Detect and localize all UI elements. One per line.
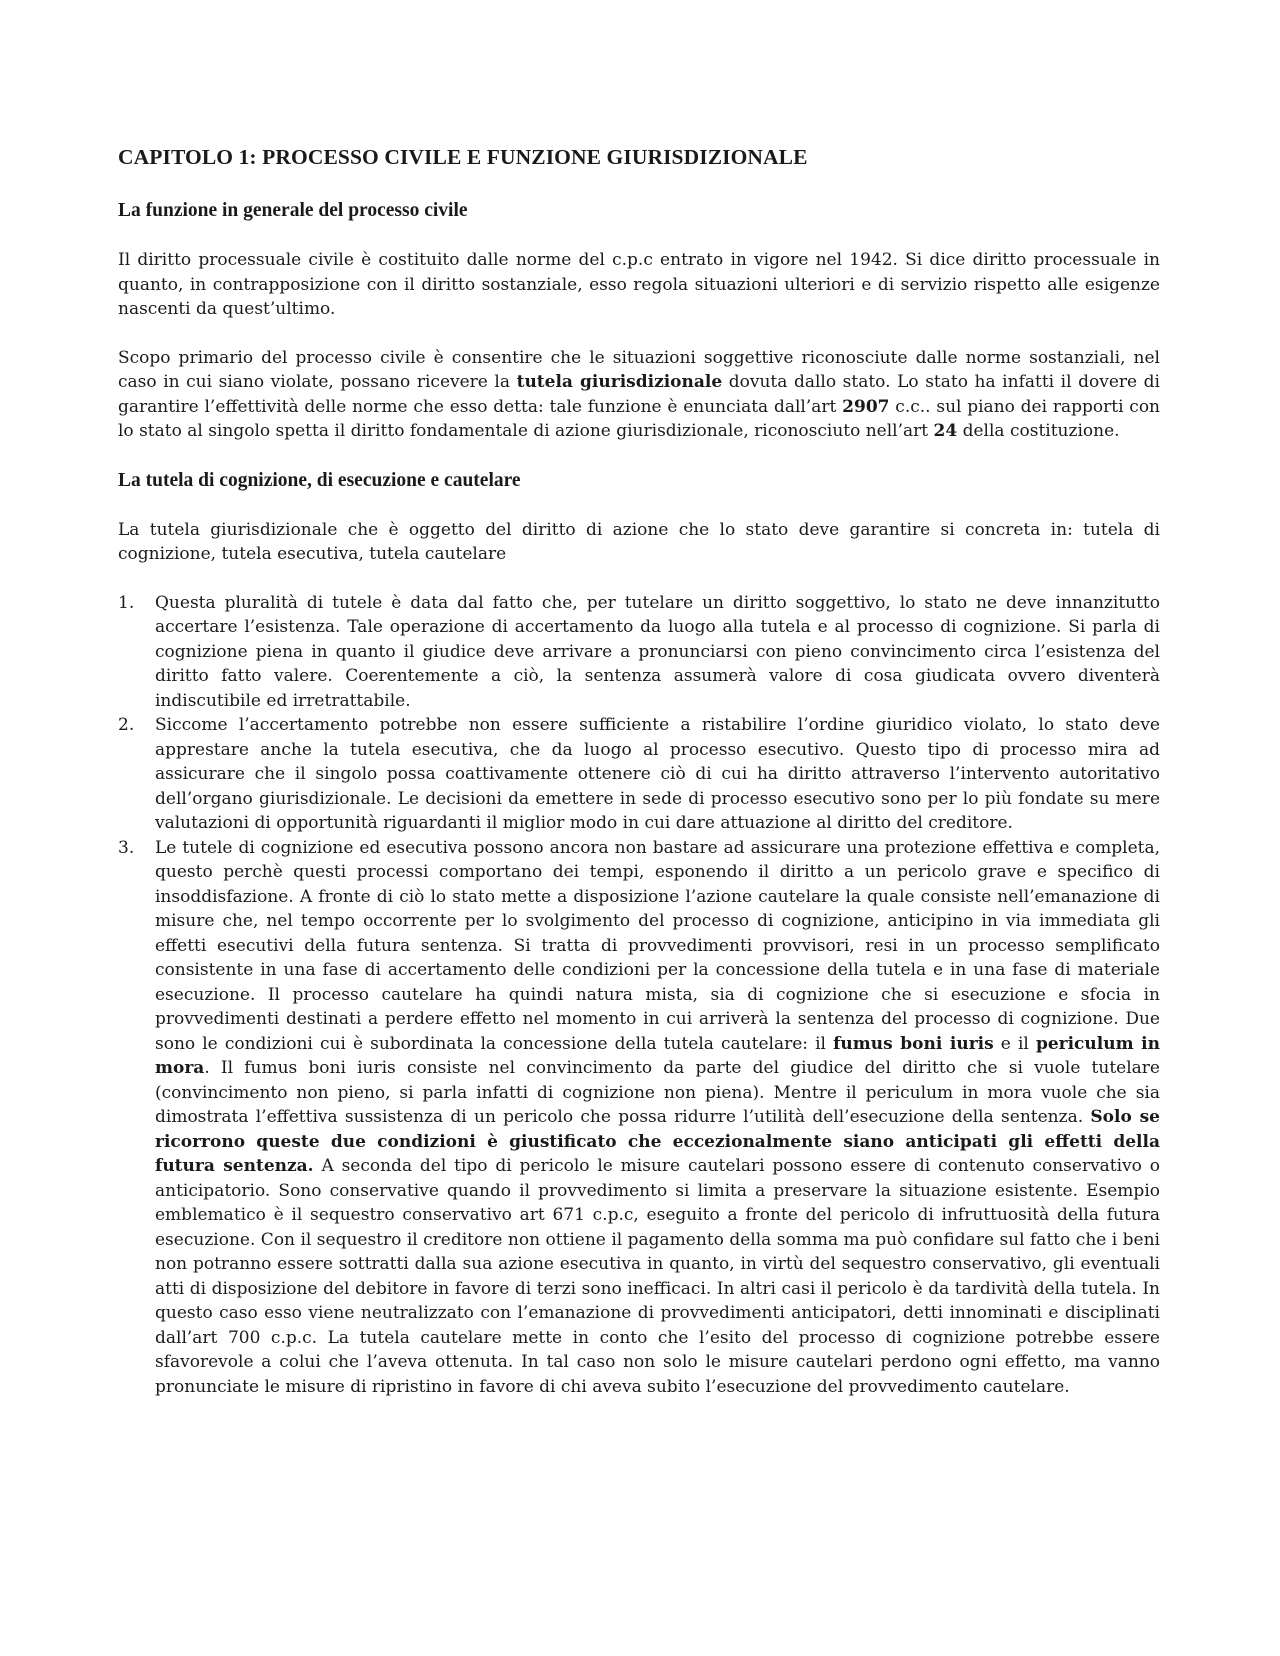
list-number: 2. [118, 715, 135, 735]
paragraph-diritto-processuale: Il diritto processuale civile è costituito dalle norme del c.p.c entrato in vigore nel 1942. Si dice diritto processuale in quanto, in contrapposizione con il diritto sostanziale, esso regola situazioni ulteriori e di servizio rispetto alle esigenze nascenti da quest’ultimo. [118, 250, 1160, 319]
text-run: dovuta dallo stato. Lo stato ha infatti il dovere di garantire l’effettività delle norme che esso detta: tale funzione è enunciata dall’art [118, 372, 1160, 417]
list-number: 1. [118, 592, 135, 613]
list-number: 3. [118, 837, 135, 858]
list-item [118, 591, 1160, 714]
text-run: Le tutele di cognizione ed esecutiva possono ancora non bastare ad assicurare una protezione effettiva e completa, questo perchè questi processi comportano dei tempi, esponendo il diritto a un pericolo grave e specifico di insoddisfazione. A fronte di ciò lo stato mette a disposizione l’azione cautelare la quale consiste nell’emanazione di misure che, nel tempo occorrente per lo svolgimento del processo di cognizione, anticipino in via immediata gli effetti esecutivi della futura sentenza. Si tratta di provvedimenti provvisori, resi in un processo semplificato consistente in una fase di accertamento delle condizioni per la concessione della tutela e in una fase di materiale esecuzione. Il processo cautelare ha quindi natura mista, sia di cognizione che si esecuzione e sfocia in provvedimenti destinati a perdere effetto nel momento in cui arriverà la sentenza del processo di cognizione. Due sono le condizioni cui è subordinata la concessione della tutela cautelare: il [155, 837, 1160, 1054]
document-page [118, 142, 1160, 1399]
list-item [118, 836, 1160, 1400]
text-run: c.c.. sul piano dei rapporti con lo stato al singolo spetta il diritto fondamentale di azione giurisdizionale, riconosciuto nell’art [118, 396, 1160, 441]
list-item-text: Questa pluralità di tutele è data dal fatto che, per tutelare un diritto soggettivo, lo stato ne deve innanzitutto accertare l’esistenza. Tale operazione di accertamento da luogo alla tutela e al processo di cognizione. Si parla di cognizione piena in quanto il giudice deve arrivare a pronunciarsi con pieno convincimento circa l’esistenza del diritto fatto valere. Coerentemente a ciò, la sentenza assumerà valore di cosa giudicata ovvero diventerà indiscutibile ed irretrattabile. [155, 592, 1160, 711]
list-item [118, 713, 1160, 836]
bold-sentence: Solo se ricorrono queste due condizioni è giustificato che eccezionalmente siano anticipati gli effetti della futura sentenza. [155, 1107, 1160, 1176]
bold-term: periculum in mora [155, 1033, 1160, 1078]
chapter-title: CAPITOLO 1: PROCESSO CIVILE E FUNZIONE GIURISDIZIONALE [118, 145, 808, 169]
section-title-funzione: La funzione in generale del processo civile [118, 200, 468, 221]
text-run: . Il fumus boni iuris consiste nel convincimento da parte del giudice del diritto che si vuole tutelare (convincimento non pieno, si parla infatti di cognizione non piena). Mentre il periculum in mora vuole che sia dimostrata l’effettiva sussistenza di un pericolo che possa ridurre l’utilità dell’esecuzione della sentenza. [155, 1058, 1160, 1127]
text-run: della costituzione. [957, 421, 1120, 441]
paragraph-tutela-giurisdizionale: La tutela giurisdizionale che è oggetto del diritto di azione che lo stato deve garantire si concreta in: tutela di cognizione, tutela esecutiva, tutela cautelare [118, 519, 1160, 564]
numbered-list [118, 591, 1160, 1400]
bold-article-number: 24 [933, 421, 958, 441]
list-item-text: Siccome l’accertamento potrebbe non essere sufficiente a ristabilire l’ordine giuridico violato, lo stato deve apprestare anche la tutela esecutiva, che da luogo al processo esecutivo. Questo tipo di processo mira ad assicurare che il singolo possa coattivamente ottenere ciò di cui ha diritto attraverso l’intervento autoritativo dell’organo giurisdizionale. Le decisioni da emettere in sede di processo esecutivo sono per lo più fondate su mere valutazioni di opportunità riguardanti il miglior modo in cui dare attuazione al diritto del creditore. [155, 715, 1160, 833]
paragraph-scopo-primario [118, 346, 1160, 444]
text-run: Scopo primario del processo civile è consentire che le situazioni soggettive riconosciute dalle norme sostanziali, nel caso in cui siano violate, possano ricevere la [118, 347, 1160, 392]
bold-term: fumus boni iuris [833, 1033, 994, 1054]
text-run: A seconda del tipo di pericolo le misure cautelari possono essere di contenuto conservativo o anticipatorio. Sono conservative quando il provvedimento si limita a preservare la situazione esistente. Esempio emblematico è il sequestro conservativo art 671 c.p.c, eseguito a fronte del pericolo di infruttuosità della futura esecuzione. Con il sequestro il creditore non ottiene il pagamento della somma ma può confidare sul fatto che i beni non potranno essere sottratti dalla sua azione esecutiva in quanto, in virtù del sequestro conservativo, gli eventuali atti di disposizione del debitore in favore di terzi sono inefficaci. In altri casi il pericolo è da tardività della tutela. In questo caso esso viene neutralizzato con l’emanazione di provvedimenti anticipatori, detti innominati e disciplinati dall’art 700 c.p.c. La tutela cautelare mette in conto che l’esito del processo di cognizione potrebbe essere sfavorevole a colui che l’aveva ottenuta. In tal caso non solo le misure cautelari perdono ogni effetto, ma vanno pronunciate le misure di ripristino in favore di chi aveva subito l’esecuzione del provvedimento cautelare. [155, 1156, 1160, 1397]
bold-term: tutela giurisdizionale [516, 372, 723, 392]
text-run: e il [993, 1033, 1036, 1054]
bold-article-number: 2907 [842, 396, 890, 417]
section-title-tutela: La tutela di cognizione, di esecuzione e cautelare [118, 469, 521, 491]
